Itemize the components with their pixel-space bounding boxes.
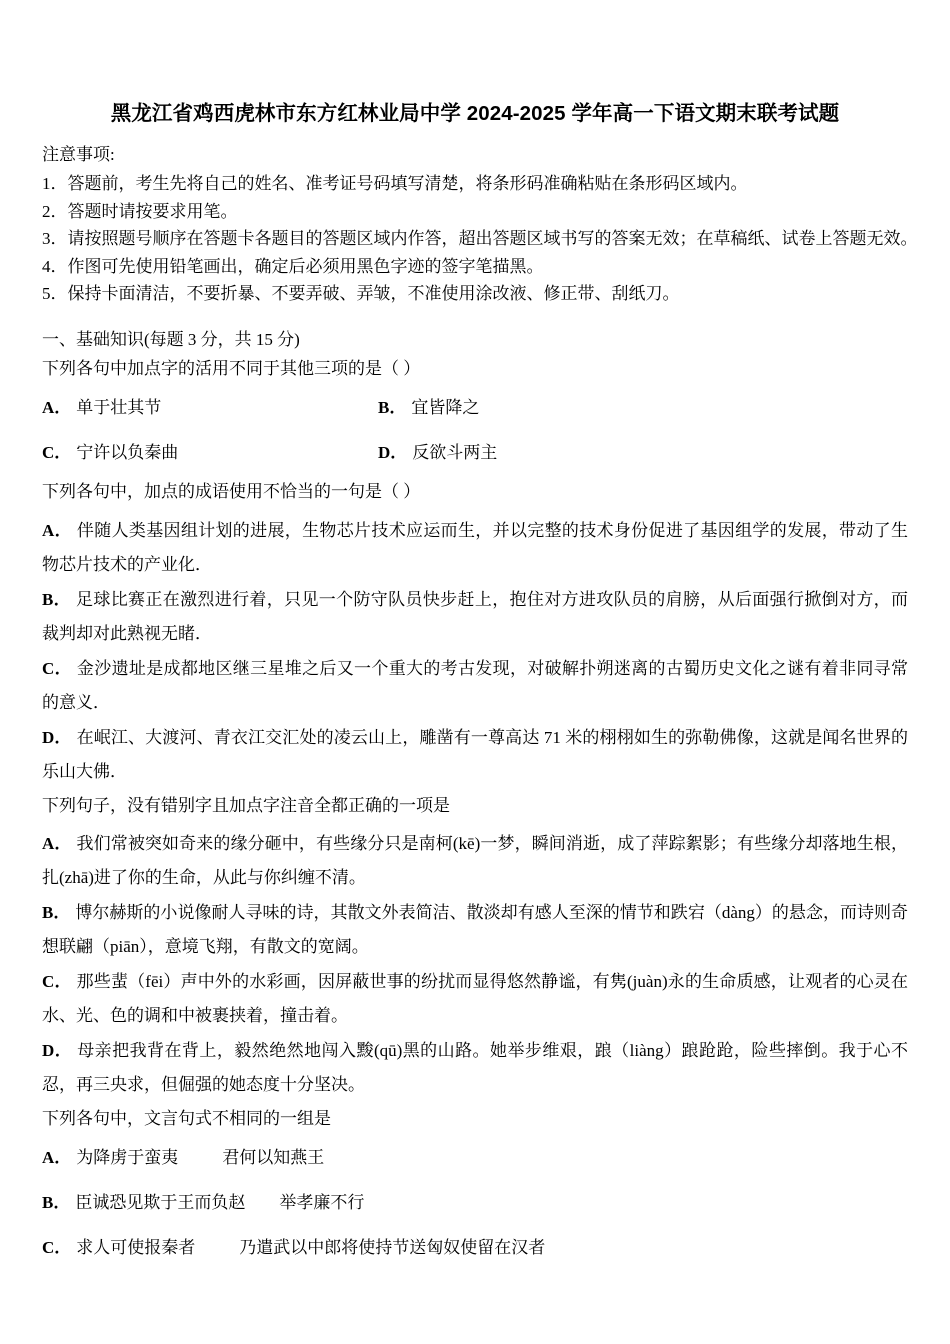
question-4-options — [42, 1144, 908, 1262]
option-label: C． — [42, 658, 72, 678]
option-label: B． — [42, 589, 72, 609]
option-d — [42, 1034, 908, 1103]
option-text: 求人可使报秦者 — [76, 1238, 196, 1258]
option-label: D． — [378, 443, 408, 463]
option-label: C． — [42, 971, 72, 991]
option-b — [42, 1189, 364, 1216]
option-text: 单于壮其节 — [76, 398, 162, 418]
question-1-stem: 下列各句中加点字的活用不同于其他三项的是（ ） — [42, 358, 421, 378]
option-text-second: 君何以知燕王 — [222, 1147, 325, 1167]
option-a — [42, 827, 908, 896]
option-label: C． — [42, 1238, 72, 1258]
question-3-options — [42, 827, 908, 1103]
option-row — [42, 439, 908, 466]
option-label: B． — [42, 1193, 71, 1213]
option-label: A． — [42, 398, 72, 418]
option-c — [42, 439, 378, 466]
option-label: A． — [42, 1147, 72, 1167]
option-label: A． — [42, 520, 72, 540]
option-b — [42, 896, 908, 965]
option-text: 足球比赛正在激烈进行着，只见一个防守队员快步赶上，抱住对方进攻队员的肩膀，从后面强行掀倒对方，而裁判却对此熟视无睹． — [42, 589, 909, 644]
option-text-second: 乃遣武以中郎将使持节送匈奴使留在汉者 — [239, 1238, 546, 1258]
option-text: 博尔赫斯的小说像耐人寻味的诗，其散文外表简洁、散淡却有感人至深的情节和跌宕（dàng）的悬念，而诗则奇想联翩（piān），意境飞翔，有散文的宽阔。 — [42, 902, 909, 957]
option-text: 臣诚恐见欺于王而负赵 — [75, 1193, 246, 1213]
option-b — [42, 583, 908, 652]
option-text: 反欲斗两主 — [412, 443, 498, 463]
option-b — [378, 394, 908, 421]
option-label: D． — [42, 1040, 73, 1060]
option-c — [42, 965, 908, 1034]
option-label: D． — [42, 727, 72, 747]
option-d — [42, 721, 908, 790]
option-label: A． — [42, 833, 72, 853]
section-one-heading: 一、基础知识(每题 3 分，共 15 分) — [42, 329, 300, 349]
option-label: B． — [378, 398, 407, 418]
page-title: 黑龙江省鸡西虎林市东方红林业局中学 2024-2025 学年高一下语文期末联考试题 — [110, 102, 840, 125]
option-row — [42, 1234, 908, 1261]
notice-item-4: 4．作图可先使用铅笔画出，确定后必须用黑色字迹的签字笔描黑。 — [42, 256, 544, 276]
option-a — [42, 1144, 324, 1171]
option-text: 宁许以负秦曲 — [76, 443, 179, 463]
notice-item-5: 5．保持卡面清洁，不要折暴、不要弄破、弄皱，不准使用涂改液、修正带、刮纸刀。 — [42, 284, 680, 304]
option-label: C． — [42, 443, 72, 463]
notice-item-1: 1．答题前，考生先将自己的姓名、准考证号码填写清楚，将条形码准确粘贴在条形码区域内。 — [42, 174, 748, 194]
question-4-stem: 下列各句中，文言句式不相同的一组是 — [42, 1108, 331, 1128]
option-row — [42, 1189, 908, 1216]
question-2-options — [42, 514, 908, 790]
option-d — [378, 439, 908, 466]
notice-item-3: 3．请按照题号顺序在答题卡各题目的答题区域内作答，超出答题区域书写的答案无效；在草稿纸、试卷上答题无效。 — [42, 229, 918, 249]
notice-item-2: 2．答题时请按要求用笔。 — [42, 201, 238, 221]
question-1-options — [42, 394, 908, 466]
option-row — [42, 1144, 908, 1171]
option-a — [42, 394, 378, 421]
option-text: 母亲把我背在背上，毅然绝然地闯入黢(qū)黑的山路。她举步维艰，踉（liàng）踉跄跄，险些摔倒。我于心不忍，再三央求，但倔强的她态度十分坚决。 — [42, 1040, 909, 1095]
option-text: 在岷江、大渡河、青衣江交汇处的凌云山上，雕凿有一尊高达 71 米的栩栩如生的弥勒佛像，这就是闻名世界的乐山大佛． — [42, 727, 909, 782]
question-2-stem: 下列各句中，加点的成语使用不恰当的一句是（ ） — [42, 482, 421, 502]
notice-heading: 注意事项: — [42, 144, 115, 164]
option-row — [42, 394, 908, 421]
option-text: 金沙遗址是成都地区继三星堆之后又一个重大的考古发现，对破解扑朔迷离的古蜀历史文化之谜有着非同寻常的意义． — [42, 658, 908, 713]
option-text: 伴随人类基因组计划的进展，生物芯片技术应运而生，并以完整的技术身份促进了基因组学的发展，带动了生物芯片技术的产业化． — [42, 520, 908, 575]
notice-list — [42, 170, 918, 308]
option-text: 那些蜚（fēi）声中外的水彩画，因屏蔽世事的纷扰而显得悠然静谧，有隽(juàn)永的生命质感，让观者的心灵在水、光、色的调和中被裹挟着，撞击着。 — [42, 971, 908, 1026]
question-3-stem: 下列句子，没有错别字且加点字注音全都正确的一项是 — [42, 795, 450, 815]
option-a — [42, 514, 908, 583]
option-text: 宜皆降之 — [411, 398, 480, 418]
option-c — [42, 652, 908, 721]
option-c — [42, 1234, 545, 1261]
option-text: 为降虏于蛮夷 — [76, 1147, 179, 1167]
option-label: B． — [42, 902, 71, 922]
option-text-second: 举孝廉不行 — [279, 1193, 365, 1213]
option-text: 我们常被突如奇来的缘分砸中，有些缘分只是南柯(kē)一梦，瞬间消逝，成了萍踪絮影；有些缘分却落地生根，扎(zhā)进了你的生命，从此与你纠缠不清。 — [42, 833, 908, 888]
